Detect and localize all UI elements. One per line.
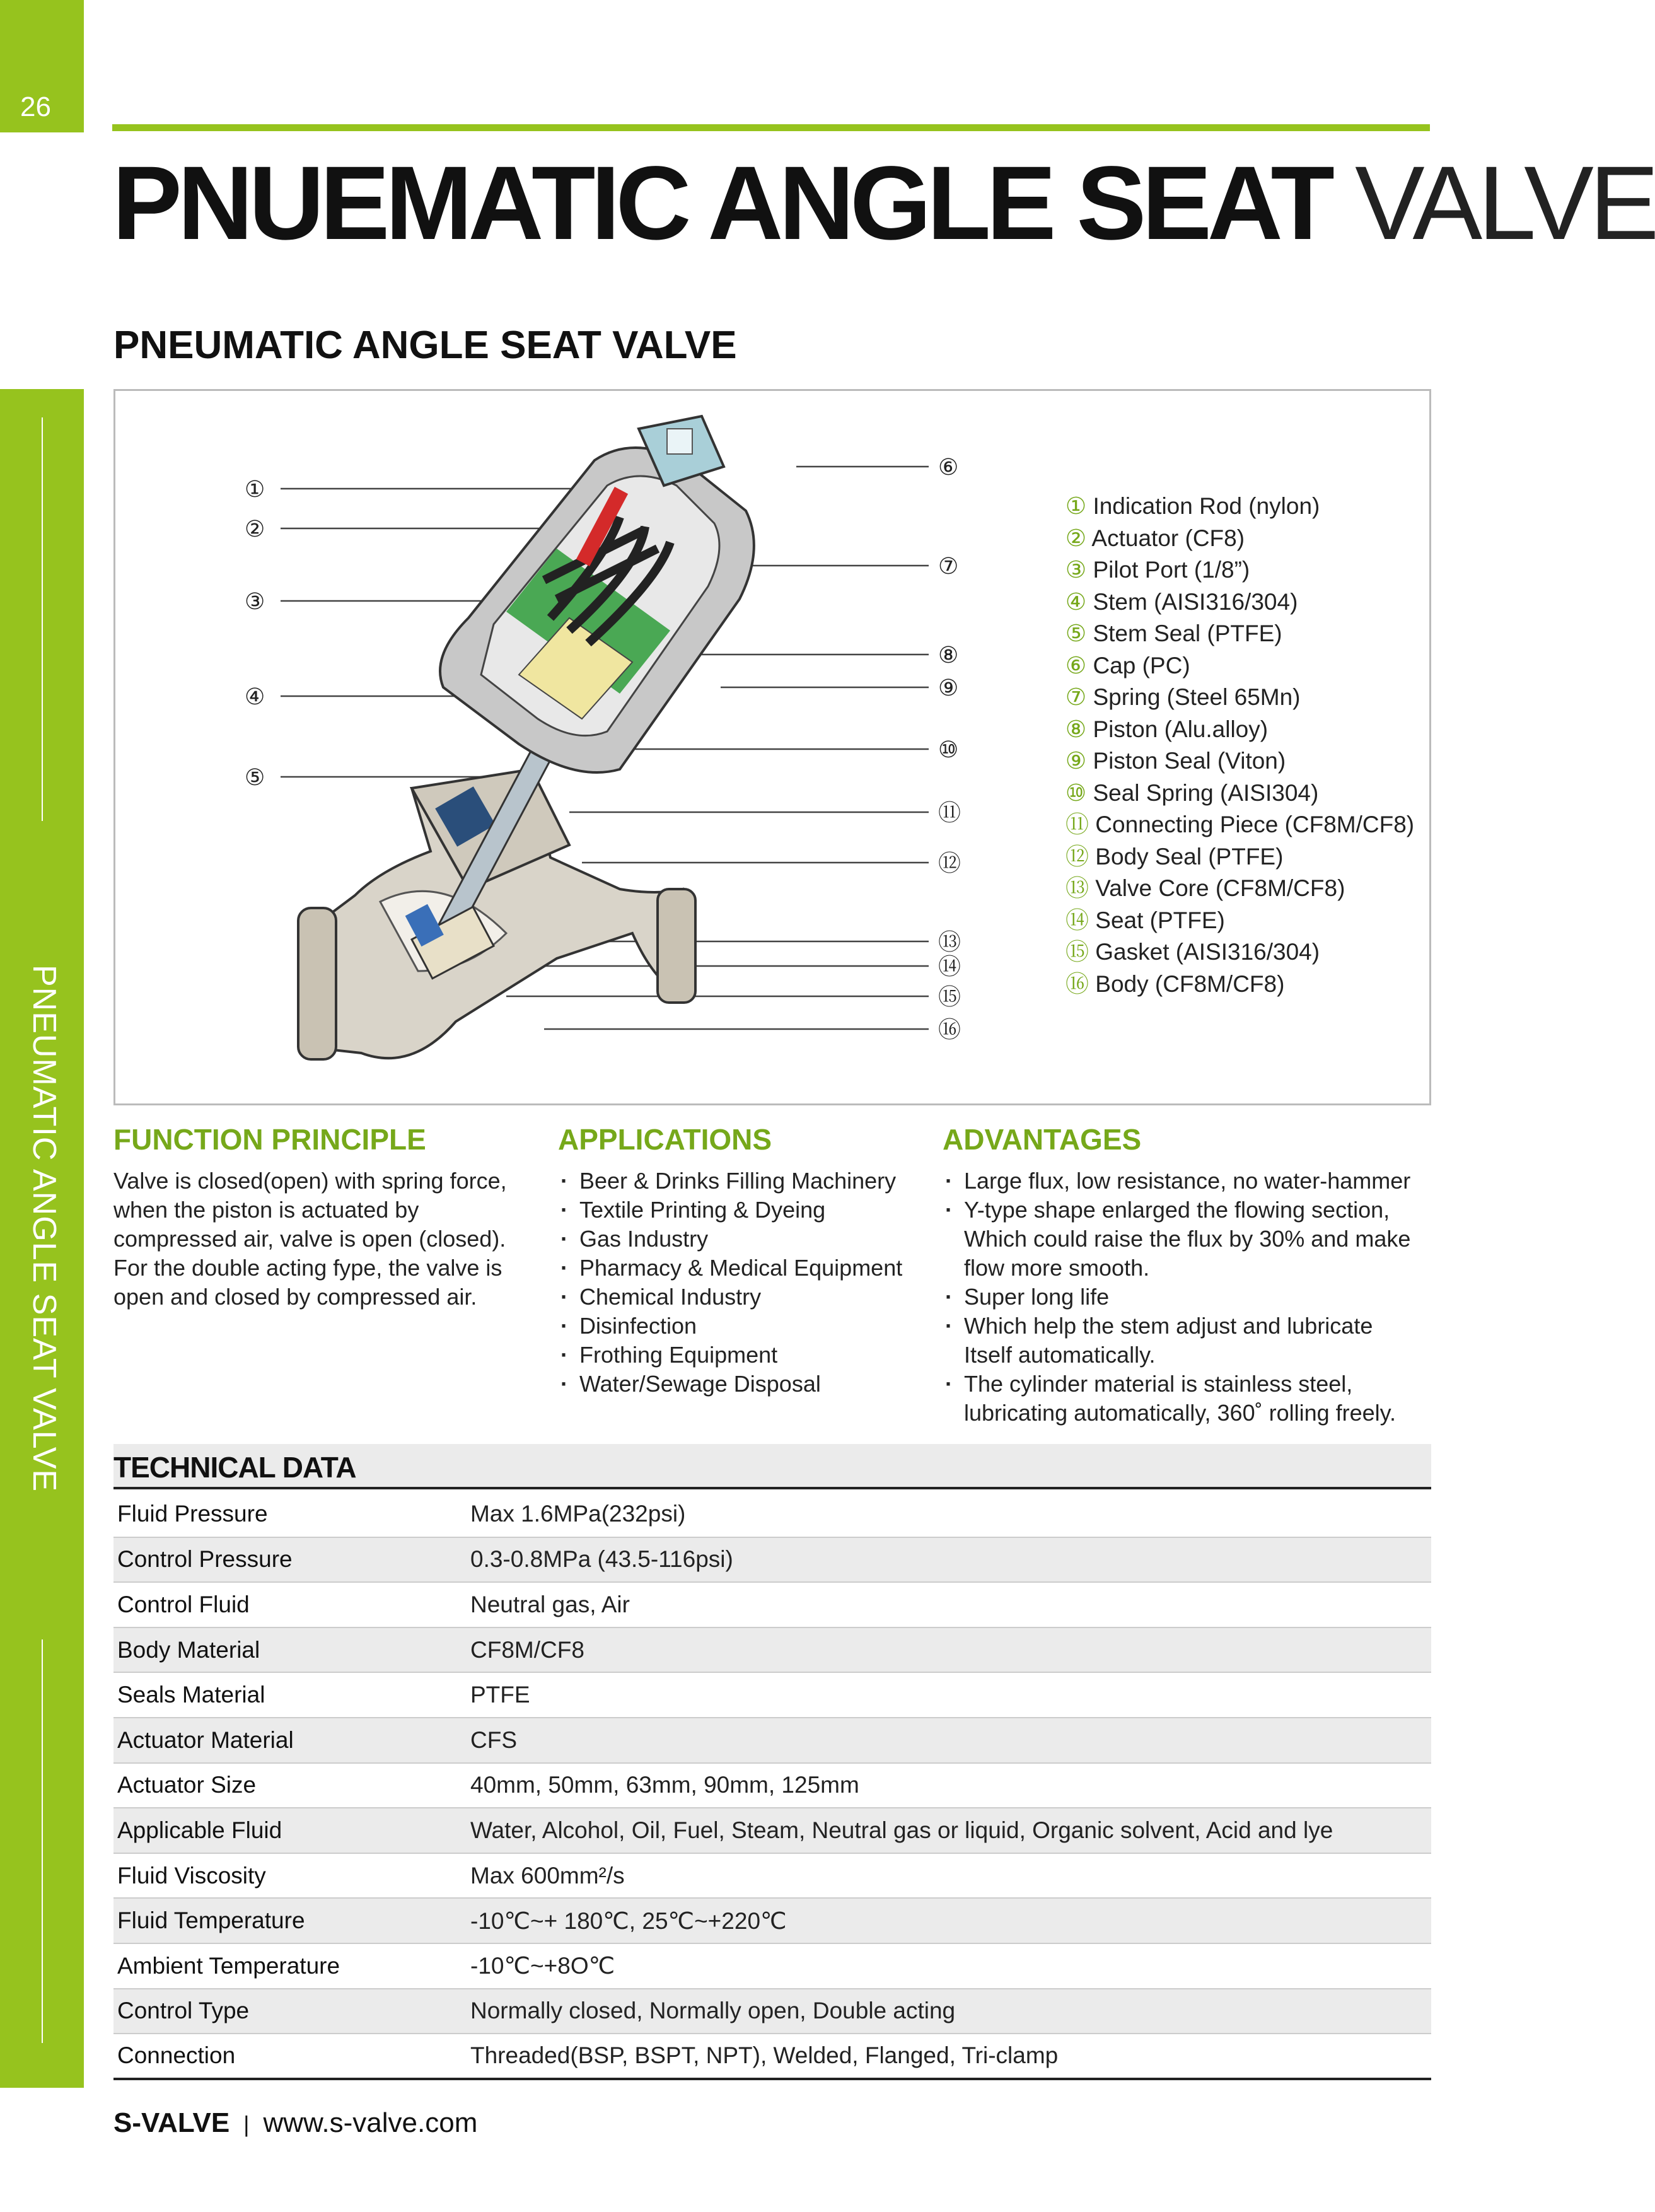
- svg-text:⑪: ⑪: [938, 800, 961, 826]
- table-row: Fluid Pressure Max 1.6MPa(232psi): [113, 1492, 1431, 1537]
- svg-text:⑥: ⑥: [938, 455, 959, 480]
- part-item: ② Actuator (CF8): [1066, 525, 1245, 551]
- part-item: ⑤ Stem Seal (PTFE): [1066, 620, 1282, 646]
- footer: [113, 2107, 477, 2139]
- table-row: Seals Material PTFE: [113, 1672, 1431, 1718]
- footer-brand: S-VALVE: [113, 2107, 230, 2138]
- page-title: [112, 145, 1655, 262]
- actuator-housing: [440, 448, 754, 772]
- footer-separator: |: [243, 2111, 250, 2137]
- svg-text:⑫: ⑫: [938, 851, 961, 876]
- technical-data-table: [113, 1492, 1431, 2080]
- part-item: ⑩ Seal Spring (AISI304): [1066, 779, 1319, 806]
- part-item: ⑫ Body Seal (PTFE): [1066, 843, 1284, 870]
- function-principle-section: [113, 1122, 542, 1312]
- table-row: Fluid Viscosity Max 600mm²/s: [113, 1853, 1431, 1899]
- list-item: · Textile Printing & Dyeing: [558, 1196, 911, 1225]
- part-item: ④ Stem (AISI316/304): [1066, 588, 1298, 615]
- technical-data-title: TECHNICAL DATA: [113, 1451, 356, 1484]
- list-item: · The cylinder material is stainless steel, lubricating automatically, 360˚ rolling freely.: [943, 1370, 1434, 1428]
- part-item: ⑧ Piston (Alu.alloy): [1066, 716, 1269, 742]
- part-item: ⑨ Piston Seal (Viton): [1066, 748, 1286, 774]
- technical-data-header: [113, 1444, 1431, 1489]
- sidebar-vertical-title: PNEUMATIC ANGLE SEAT VALVE: [26, 965, 62, 1493]
- svg-text:③: ③: [245, 589, 265, 615]
- svg-text:⑦: ⑦: [938, 554, 959, 579]
- table-row: Control Pressure 0.3-0.8MPa (43.5-116psi): [113, 1537, 1431, 1583]
- advantages-heading: ADVANTAGES: [943, 1123, 1142, 1156]
- part-item: ⑭ Seat (PTFE): [1066, 907, 1225, 933]
- part-item: ⑯ Body (CF8M/CF8): [1066, 970, 1285, 997]
- table-row: Control Fluid Neutral gas, Air: [113, 1582, 1431, 1627]
- list-item: · Chemical Industry: [558, 1283, 911, 1312]
- svg-text:⑩: ⑩: [938, 737, 959, 763]
- table-row: Ambient Temperature -10℃~+8O℃: [113, 1943, 1431, 1989]
- list-item: · Gas Industry: [558, 1225, 911, 1254]
- part-item: ③ Pilot Port (1/8”): [1066, 557, 1250, 583]
- page-title-bold: PNUEMATIC ANGLE SEAT: [112, 145, 1330, 262]
- table-row: Actuator Size 40mm, 50mm, 63mm, 90mm, 125mm: [113, 1763, 1431, 1808]
- section-title: PNEUMATIC ANGLE SEAT VALVE: [113, 323, 737, 367]
- part-item: ⑮ Gasket (AISI316/304): [1066, 939, 1320, 965]
- applications-section: [558, 1122, 911, 1399]
- applications-heading: APPLICATIONS: [558, 1123, 772, 1156]
- list-item: · Water/Sewage Disposal: [558, 1370, 911, 1399]
- sidebar-divider-top: [42, 417, 43, 821]
- function-principle-heading: FUNCTION PRINCIPLE: [113, 1123, 426, 1156]
- page-title-thin: VALVE: [1355, 145, 1655, 262]
- table-row: Connection Threaded(BSP, BSPT, NPT), Welded, Flanged, Tri-clamp: [113, 2034, 1431, 2079]
- list-item: · Frothing Equipment: [558, 1341, 911, 1370]
- footer-website: www.s-valve.com: [263, 2107, 478, 2138]
- table-row: Body Material CF8M/CF8: [113, 1627, 1431, 1673]
- list-item: · Super long life: [943, 1283, 1434, 1312]
- page-number: 26: [20, 91, 51, 122]
- list-item: · Pharmacy & Medical Equipment: [558, 1254, 911, 1283]
- applications-list: [558, 1167, 911, 1399]
- function-principle-text: Valve is closed(open) with spring force, when the piston is actuated by compressed air, valve is open (closed). For the double acting fype, the valve is open and closed by compressed air.: [113, 1168, 507, 1310]
- svg-text:④: ④: [245, 684, 265, 710]
- svg-text:①: ①: [245, 477, 265, 503]
- table-row: Actuator Material CFS: [113, 1718, 1431, 1763]
- table-row: Fluid Temperature -10℃~+ 180℃, 25℃~+220℃: [113, 1898, 1431, 1943]
- svg-text:②: ②: [245, 516, 265, 542]
- parts-legend: [1066, 491, 1414, 1000]
- list-item: · Y-type shape enlarged the flowing section, Which could raise the flux by 30% and make flow more smooth.: [943, 1196, 1434, 1283]
- part-item: ⑦ Spring (Steel 65Mn): [1066, 684, 1301, 710]
- svg-text:⑧: ⑧: [938, 643, 959, 668]
- table-row: Control Type Normally closed, Normally open, Double acting: [113, 1989, 1431, 2034]
- svg-text:⑨: ⑨: [938, 675, 959, 701]
- svg-text:⑯: ⑯: [938, 1017, 961, 1043]
- advantages-list: [943, 1167, 1434, 1428]
- header-rule: [112, 124, 1430, 131]
- list-item: · Beer & Drinks Filling Machinery: [558, 1167, 911, 1196]
- list-item: · Large flux, low resistance, no water-hammer: [943, 1167, 1434, 1196]
- part-item: ⑪ Connecting Piece (CF8M/CF8): [1066, 812, 1415, 837]
- sidebar-divider-bottom: [42, 1639, 43, 2043]
- list-item: · Disinfection: [558, 1312, 911, 1341]
- part-item: ① Indication Rod (nylon): [1066, 493, 1320, 519]
- advantages-section: [943, 1122, 1434, 1428]
- svg-text:⑮: ⑮: [938, 984, 961, 1010]
- svg-text:⑤: ⑤: [245, 765, 265, 791]
- svg-text:⑭: ⑭: [938, 954, 961, 980]
- list-item: · Which help the stem adjust and lubricate Itself automatically.: [943, 1312, 1434, 1370]
- page-number-tab: [0, 0, 84, 132]
- svg-text:⑬: ⑬: [938, 929, 961, 955]
- table-row: Applicable Fluid Water, Alcohol, Oil, Fuel, Steam, Neutral gas or liquid, Organic solvent, Acid and lye: [113, 1808, 1431, 1853]
- part-item: ⑥ Cap (PC): [1066, 652, 1190, 678]
- part-item: ⑬ Valve Core (CF8M/CF8): [1066, 875, 1345, 901]
